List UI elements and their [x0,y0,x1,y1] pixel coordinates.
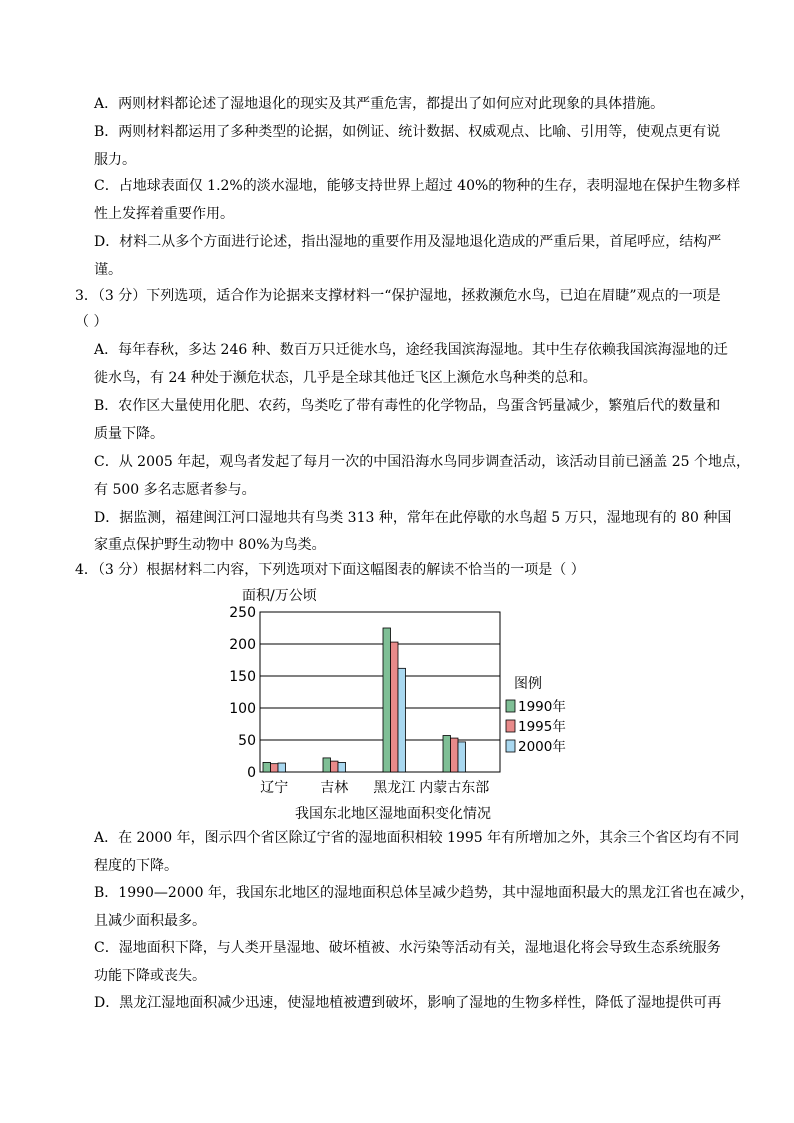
y-tick-label: 0 [247,765,256,781]
text-line: C．从 2005 年起，观鸟者发起了每月一次的中国沿海水鸟同步调查活动，该活动目前已涵盖 25 个地点， [94,454,750,470]
bar [323,758,331,772]
bar [263,762,271,772]
x-tick-label: 吉林 [320,780,349,796]
text-line: A．每年春秋，多达 246 种、数百万只迁徙水鸟，途经我国滨海湿地。其中生存依赖我国滨海湿地的迁 [94,342,728,358]
bar [278,763,286,772]
text-line: 谨。 [94,262,122,278]
text-line: 3．（3 分）下列选项，适合作为论据来支撑材料一“保护湿地，拯救濒危水鸟，已迫在眉睫”观点的一项是 [75,288,721,304]
bar [338,762,346,772]
text-line: B．两则材料都运用了多种类型的论据，如例证、统计数据、权威观点、比喻、引用等，使观点更有说 [94,124,721,140]
text-line: D．据监测，福建闽江河口湿地共有鸟类 313 种，常年在此停歇的水鸟超 5 万只，湿地现有的 80 种国 [94,510,732,526]
y-tick-label: 150 [229,669,256,685]
bar [391,642,399,772]
text-line: D．黑龙江湿地面积减少迅速，使湿地植被遭到破坏，影响了湿地的生物多样性，降低了湿地提供可再 [94,995,722,1011]
bar [383,628,391,772]
bar [331,761,339,772]
chart-title: 我国东北地区湿地面积变化情况 [295,806,491,822]
legend-label: 2000年 [518,739,566,755]
text-line: B．1990—2000 年，我国东北地区的湿地面积总体呈减少趋势，其中湿地面积最大的黑龙江省也在减少， [94,885,754,901]
text-line: C．湿地面积下降，与人类开垦湿地、破坏植被、水污染等活动有关，湿地退化将会导致生态系统服务 [94,940,721,956]
bar [458,742,466,772]
text-line: 服力。 [94,152,136,168]
x-tick-label: 辽宁 [260,780,289,796]
text-line: 性上发挥着重要作用。 [94,206,234,222]
legend-swatch [506,740,515,752]
text-line: A．两则材料都论述了湿地退化的现实及其严重危害，都提出了如何应对此现象的具体措施。 [94,96,665,112]
text-line: 且减少面积最多。 [94,913,206,929]
bar [443,736,451,772]
text-line: 徙水鸟，有 24 种处于濒危状态，几乎是全球其他迁飞区上濒危水鸟种类的总和。 [94,370,597,386]
text-line: 有 500 多名志愿者参与。 [94,482,256,498]
bar [451,738,459,772]
text-line: C．占地球表面仅 1.2%的淡水湿地，能够支持世界上超过 40%的物种的生存，表明湿地在保护生物多样 [94,178,741,194]
legend-label: 1990年 [518,699,566,715]
text-line: A．在 2000 年，图示四个省区除辽宁省的湿地面积相较 1995 年有所增加之外，其余三个省区均有不同 [94,830,740,846]
text-line: 程度的下降。 [94,858,178,874]
legend-label: 1995年 [518,719,566,735]
y-axis-label: 面积/万公顷 [242,588,317,604]
text-line: 功能下降或丧失。 [94,968,206,984]
y-tick-label: 50 [238,733,256,749]
text-line: B．农作区大量使用化肥、农药，鸟类吃了带有毒性的化学物品，鸟蛋含钙量减少，繁殖后代的数量和 [94,398,721,414]
legend-swatch [506,720,515,732]
bar [271,764,279,772]
text-line: D．材料二从多个方面进行论述，指出湿地的重要作用及湿地退化造成的严重后果，首尾呼应，结构严 [94,234,722,250]
text-line: （ ） [75,314,108,330]
text-line: 4．（3 分）根据材料二内容，下列选项对下面这幅图表的解读不恰当的一项是（ ） [75,562,585,578]
legend-swatch [506,700,515,712]
x-tick-label: 内蒙古东部 [419,780,490,796]
wetland-area-chart [228,580,566,830]
y-tick-label: 100 [229,701,256,717]
bar [398,668,406,772]
y-tick-label: 200 [229,637,256,653]
y-tick-label: 250 [229,605,256,621]
x-tick-label: 黑龙江 [373,780,416,796]
text-line: 家重点保护野生动物中 80%为鸟类。 [94,537,326,553]
legend-title: 图例 [514,676,542,692]
text-line: 质量下降。 [94,426,164,442]
